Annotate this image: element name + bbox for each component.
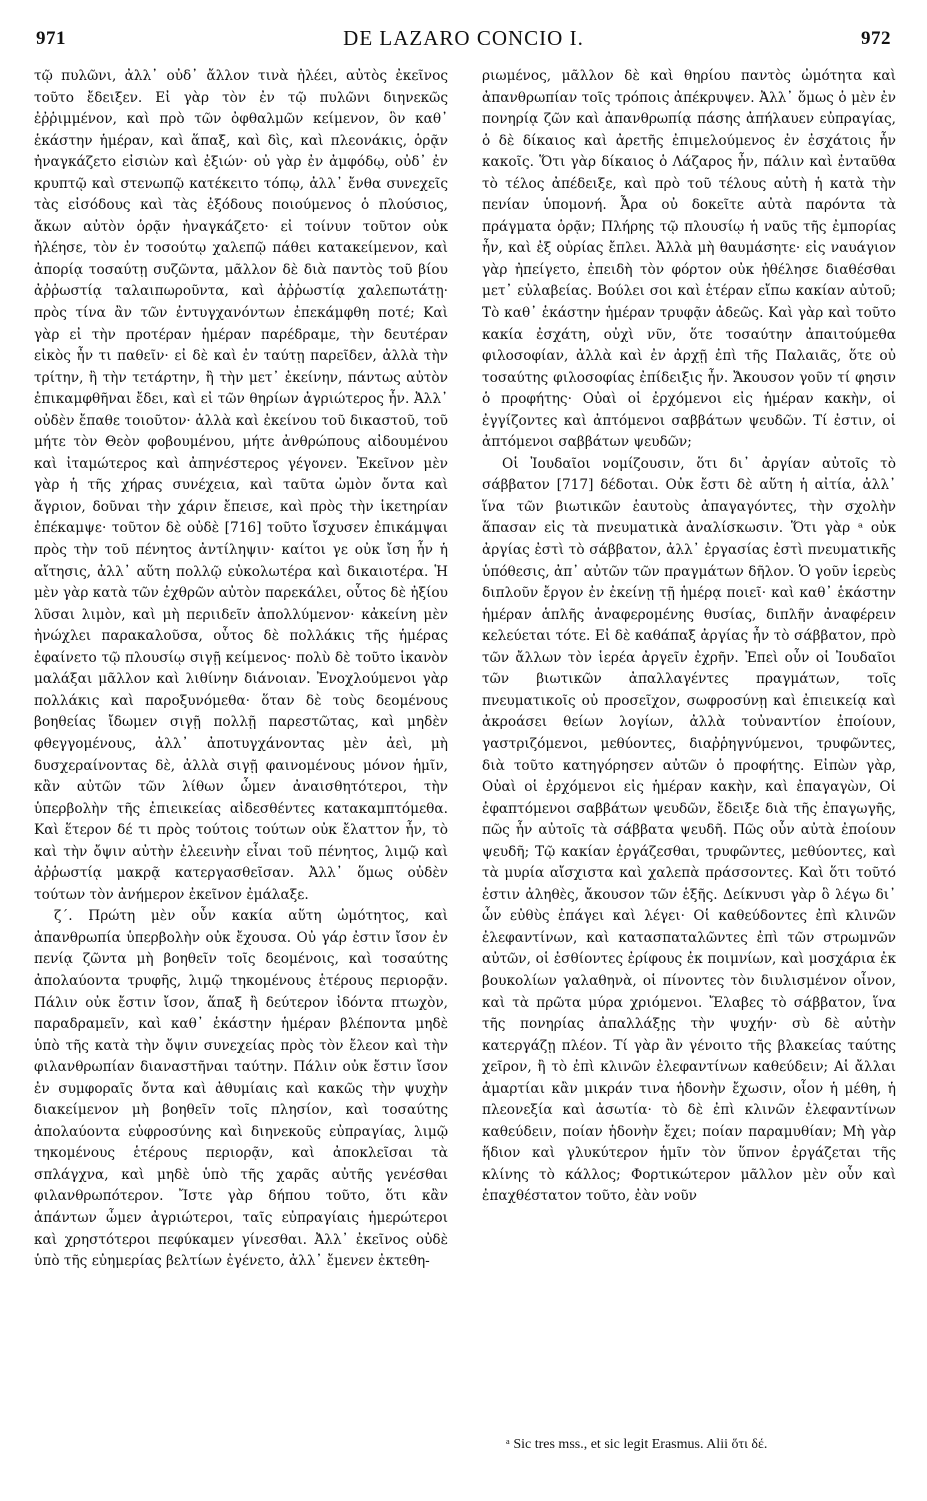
left-paragraph-2: ζ΄. Πρώτη μὲν οὖν κακία αὕτη ὠμότητος, καὶ ἀπανθρωπία ὑπερβολὴν οὐκ ἔχουσα. Οὐ γάρ ἐστιν ἴσον ἐν πενίᾳ ζῶντα μὴ βοηθεῖν τοῖς δεομένοις, καὶ τοσαύτης ἀπολαύοντα τρυφῆς, λιμῷ τηκομένους ἑτέρους περιορᾷν. Πάλιν οὐκ ἔστιν ἴσον, ἅπαξ ἢ δεύτερον ἰδόντα πτωχὸν, παραδραμεῖν, καὶ καθ᾽ ἑκάστην ἡμέραν βλέποντα μηδὲ ὑπὸ τῆς κατὰ τὴν ὄψιν συνεχείας πρὸς τὸν ἔλεον καὶ τὴν φιλανθρωπίαν διαναστῆναι ταύτην. Πάλιν οὐκ ἔστιν ἴσον ἐν συμφοραῖς ὄντα καὶ ἀθυμίαις καὶ κακῶς τὴν ψυχὴν διακείμενον μὴ βοηθεῖν τοῖς πλησίον, καὶ τοσαύτης ἀπολαύοντα εὐφροσύνης καὶ διηνεκοῦς εὐπραγίας, λιμῷ τηκομένους ἑτέρους περιορᾷν, καὶ ἀποκλεῖσαι τὰ σπλάγχνα, καὶ μηδὲ ὑπὸ τῆς χαρᾶς αὐτῆς γενέσθαι φιλανθρωπότερον. Ἴστε γὰρ δήπου τοῦτο, ὅτι κἂν ἁπάντων ὦμεν ἀγριώτεροι, ταῖς εὐπραγίαις ἡμερώτεροι καὶ χρηστότεροι πεφύκαμεν γίνεσθαι. Ἀλλ᾽ ἐκεῖνος οὐδὲ ὑπὸ τῆς εὐημερίας βελτίων ἐγένετο, ἀλλ᾽ ἔμενεν ἐκτεθη- <box>34 908 448 1270</box>
footnote: ᵃ Sic tres mss., et sic legit Erasmus. Alii ὅτι δέ. <box>506 1437 768 1452</box>
left-paragraph-1: τῷ πυλῶνι, ἀλλ᾽ οὐδ᾽ ἄλλον τινὰ ἠλέει, αὐτὸς ἐκεῖνος τοῦτο ἔδειξεν. Εἰ γὰρ τὸν ἐν τῷ πυλῶνι διηνεκῶς ἐῤῥιμμένον, καὶ πρὸ τῶν ὀφθαλμῶν κείμενον, ὃν καθ᾽ ἑκάστην ἡμέραν, καὶ ἅπαξ, καὶ δὶς, καὶ πλεονάκις, ὁρᾷν ἠναγκάζετο εἰσιὼν καὶ ἐξιών· οὐ γὰρ ἐν ἀμφόδῳ, οὐδ᾽ ἐν κρυπτῷ καὶ στενωπῷ κατέκειτο τόπῳ, ἀλλ᾽ ἔνθα συνεχεῖς τὰς εἰσόδους καὶ τὰς ἐξόδους ποιούμενος ὁ πλούσιος, ἄκων αὐτὸν ὁρᾷν ἠναγκάζετο· εἰ τοίνυν τοῦτον οὐκ ἠλέησε, τὸν ἐν τοσούτῳ χαλεπῷ πάθει κατακείμενον, καὶ ἀπορίᾳ τοσαύτῃ συζῶντα, μᾶλλον δὲ διὰ παντὸς τοῦ βίου ἀῤῥωστίᾳ ταλαιπωροῦντα, καὶ ἀῤῥωστίᾳ χαλεπωτάτῃ· πρὸς τίνα ἂν τῶν ἐντυγχανόντων ἐπεκάμφθη ποτέ; Καὶ γὰρ εἰ τὴν προτέραν ἡμέραν παρέδραμε, τὴν δευτέραν εἰκὸς ἦν τι παθεῖν· εἰ δὲ καὶ ἐν ταύτῃ παρεῖδεν, ἀλλὰ τὴν τρίτην, ἢ τὴν τετάρτην, ἢ τὴν μετ᾽ ἐκείνην, πάντως αὐτὸν ἐπικαμφθῆναι ἔδει, καὶ εἰ τῶν θηρίων ἀγριώτερος ἦν. Ἀλλ᾽ οὐδὲν ἔπαθε τοιοῦτον· ἀλλὰ καὶ ἐκείνου τοῦ δικαστοῦ, τοῦ μήτε τὸν Θεὸν φοβουμένου, μήτε ἀνθρώπους αἰδουμένου καὶ ἰταμώτερος καὶ ἀπηνέστερος γέγονεν. Ἐκεῖνον μὲν γὰρ ἡ τῆς χήρας συνέχεια, καὶ ταῦτα ὠμὸν ὄντα καὶ ἄγριον, δοῦναι τὴν χάριν ἔπεισε, καὶ πρὸς τὴν ἱκετηρίαν ἐπέκαμψε· τοῦτον δὲ οὐδὲ [716] τοῦτο ἴσχυσεν ἐπικάμψαι πρὸς τὴν τοῦ πένητος ἀντίληψιν· καίτοι γε οὐκ ἴση ἦν ἡ αἴτησις, ἀλλ᾽ αὕτη πολλῷ εὐκολωτέρα καὶ δικαιοτέρα. Ἡ μὲν γὰρ κατὰ τῶν ἐχθρῶν αὐτὸν παρεκάλει, οὗτος δὲ ἠξίου λῦσαι λιμὸν, καὶ μὴ περιιδεῖν ἀπολλύμενον· κἀκείνη μὲν ἠνώχλει παρακαλοῦσα, οὗτος δὲ πολλάκις τῆς ἡμέρας ἐφαίνετο τῷ πλουσίῳ σιγῇ κείμενος· πολὺ δὲ τοῦτο ἱκανὸν μαλάξαι μᾶλλον καὶ λιθίνην διάνοιαν. Ἐνοχλούμενοι γὰρ πολλάκις καὶ παροξυνόμεθα· ὅταν δὲ τοὺς δεομένους βοηθείας ἴδωμεν σιγῇ πολλῇ παρεστῶτας, καὶ μηδὲν φθεγγομένους, ἀλλ᾽ ἀποτυγχάνοντας μὲν ἀεὶ, μὴ δυσχεραίνοντας δὲ, ἀλλὰ σιγῇ φαινομένους μόνον ἡμῖν, κἂν αὐτῶν τῶν λίθων ὦμεν ἀναισθητότεροι, τὴν ὑπερβολὴν τῆς ἐπιεικείας αἰδεσθέντες κατακαμπτόμεθα. Καὶ ἕτερον δέ τι πρὸς τούτοις τούτων οὐκ ἔλαττον ἦν, τὸ καὶ τὴν ὄψιν αὐτὴν ἐλεεινὴν εἶναι τοῦ πένητος, λιμῷ καὶ ἀῤῥωστίᾳ μακρᾷ κατεργασθεῖσαν. Ἀλλ᾽ ὅμως οὐδὲν τούτων τὸν ἀνήμερον ἐκεῖνον ἐμάλαξε. <box>34 68 448 903</box>
page-number-left: 971 <box>36 28 66 49</box>
running-title: DE LAZARO CONCIO I. <box>343 26 584 50</box>
page-number-right: 972 <box>861 28 891 49</box>
right-paragraph-1: ριωμένος, μᾶλλον δὲ καὶ θηρίου παντὸς ὠμότητα καὶ ἀπανθρωπίαν τοῖς τρόποις ἀπέκρυψεν. Ἀλλ᾽ ὅμως ὁ μὲν ἐν πονηρίᾳ ζῶν καὶ ἀπανθρωπίᾳ πάσης ἀπήλαυεν εὐπραγίας, ὁ δὲ δίκαιος καὶ ἀρετῆς ἐπιμελούμενος ἐν ἐσχάτοις ἦν κακοῖς. Ὅτι γὰρ δίκαιος ὁ Λάζαρος ἦν, πάλιν καὶ ἐνταῦθα τὸ τέλος ἀπέδειξε, καὶ πρὸ τοῦ τέλους αὐτὴ ἡ κατὰ τὴν πενίαν ὑπομονή. Ἆρα οὐ δοκεῖτε αὐτὰ παρόντα τὰ πράγματα ὁρᾷν; Πλήρης τῷ πλουσίῳ ἡ ναῦς τῆς ἐμπορίας ἦν, καὶ ἐξ οὐρίας ἔπλει. Ἀλλὰ μὴ θαυμάσητε· εἰς ναυάγιον γὰρ ἠπείγετο, ἐπειδὴ τὸν φόρτον οὐκ ἠθέλησε διαθέσθαι μετ᾽ εὐλαβείας. Βούλει σοι καὶ ἑτέραν εἴπω κακίαν αὐτοῦ; Τὸ καθ᾽ ἑκάστην ἡμέραν τρυφᾷν ἀδεῶς. Καὶ γὰρ καὶ τοῦτο κακία ἐσχάτη, οὐχὶ νῦν, ὅτε τοσαύτην ἀπαιτούμεθα φιλοσοφίαν, ἀλλὰ καὶ ἐν ἀρχῇ ἐπὶ τῆς Παλαιᾶς, ὅτε οὐ τοσαύτης φιλοσοφίας ἐπίδειξις ἦν. Ἄκουσον γοῦν τί φησιν ὁ προφήτης· Οὐαὶ οἱ ἐρχόμενοι εἰς ἡμέραν κακὴν, οἱ ἐγγίζοντες καὶ ἀπτόμενοι σαββάτων ψευδῶν. Τί ἐστιν, οἱ ἀπτόμενοι σαββάτων ψευδῶν; <box>482 68 896 451</box>
running-header <box>30 22 897 54</box>
right-paragraph-2: Οἱ Ἰουδαῖοι νομίζουσιν, ὅτι δι᾽ ἀργίαν αὐτοῖς τὸ σάββατον [717] δέδοται. Οὐκ ἔστι δὲ αὕτη ἡ αἰτία, ἀλλ᾽ ἵνα τῶν βιωτικῶν ἑαυτοὺς ἀπαγαγόντες, τὴν σχολὴν ἅπασαν εἰς τὰ πνευματικὰ ἀναλίσκωσιν. Ὅτι γὰρ ᵃ οὐκ ἀργίας ἐστὶ τὸ σάββατον, ἀλλ᾽ ἐργασίας ἐστὶ πνευματικῆς ὑπόθεσις, ἀπ᾽ αὐτῶν τῶν πραγμάτων δῆλον. Ὁ γοῦν ἱερεὺς διπλοῦν ἔργον ἐν ἐκείνῃ τῇ ἡμέρᾳ ποιεῖ· καὶ καθ᾽ ἑκάστην ἡμέραν ἁπλῆς ἀναφερομένης θυσίας, διπλῆν ἀναφέρειν κελεύεται τότε. Εἰ δὲ καθάπαξ ἀργίας ἦν τὸ σάββατον, πρὸ τῶν ἄλλων τὸν ἱερέα ἀργεῖν ἐχρῆν. Ἐπεὶ οὖν οἱ Ἰουδαῖοι τῶν βιωτικῶν ἀπαλλαγέντες πραγμάτων, τοῖς πνευματικοῖς οὐ προσεῖχον, σωφροσύνῃ καὶ ἐπιεικείᾳ καὶ ἀκροάσει θείων λογίων, ἀλλὰ τοὐναντίον ἐποίουν, γαστριζόμενοι, μεθύοντες, διαῤῥηγνύμενοι, τρυφῶντες, διὰ τοῦτο κατηγόρησεν αὐτῶν ὁ προφήτης. Εἰπὼν γὰρ, Οὐαὶ οἱ ἐρχόμενοι εἰς ἡμέραν κακὴν, καὶ ἐπαγαγὼν, Οἱ ἐφαπτόμενοι σαββάτων ψευδῶν, ἔδειξε διὰ τῆς ἐπαγωγῆς, πῶς ἦν αὐτοῖς τὰ σάββατα ψευδῆ. Πῶς οὖν αὐτὰ ἐποίουν ψευδῆ; Τῷ κακίαν ἐργάζεσθαι, τρυφῶντες, μεθύοντες, καὶ τὰ μυρία αἴσχιστα καὶ χαλεπὰ πράσσοντες. Καὶ ὅτι τοῦτό ἐστιν ἀληθὲς, ἄκουσον τῶν ἑξῆς. Δείκνυσι γὰρ ὃ λέγω δι᾽ ὧν εὐθὺς ἐπάγει καὶ λέγει· Οἱ καθεύδοντες ἐπὶ κλινῶν ἐλεφαντίνων, καὶ κατασπαταλῶντες ἐπὶ τῶν στρωμνῶν αὐτῶν, οἱ ἐσθίοντες ἐρίφους ἐκ ποιμνίων, καὶ μοσχάρια ἐκ βουκολίων γαλαθηνὰ, οἱ πίνοντες τὸν διυλισμένον οἶνον, καὶ τὰ πρῶτα μύρα χριόμενοι. Ἔλαβες τὸ σάββατον, ἵνα τῆς πονηρίας ἀπαλλάξῃς τὴν ψυχήν· σὺ δὲ αὐτὴν κατεργάζῃ πλέον. Τί γὰρ ἂν γένοιτο τῆς βλακείας ταύτης χεῖρον, ἢ τὸ ἐπὶ κλινῶν ἐλεφαντίνων καθεύδειν; Αἱ ἄλλαι ἁμαρτίαι κἂν μικράν τινα ἡδονὴν ἔχωσιν, οἷον ἡ μέθη, ἡ πλεονεξία καὶ ἀσωτία· τὸ δὲ ἐπὶ κλινῶν ἐλεφαντίνων καθεύδειν, ποίαν ἡδονὴν ἔχει; ποίαν παραμυθίαν; Μὴ γὰρ ἥδιον καὶ γλυκύτερον ἡμῖν τὸν ὕπνον ἐργάζεται τῆς κλίνης τὸ κάλλος; Φορτικώτερον μᾶλλον μὲν οὖν καὶ ἐπαχθέστατον τοῦτο, ἐὰν νοῦν <box>482 455 896 1205</box>
left-column <box>34 66 448 1273</box>
right-column <box>482 66 896 1208</box>
